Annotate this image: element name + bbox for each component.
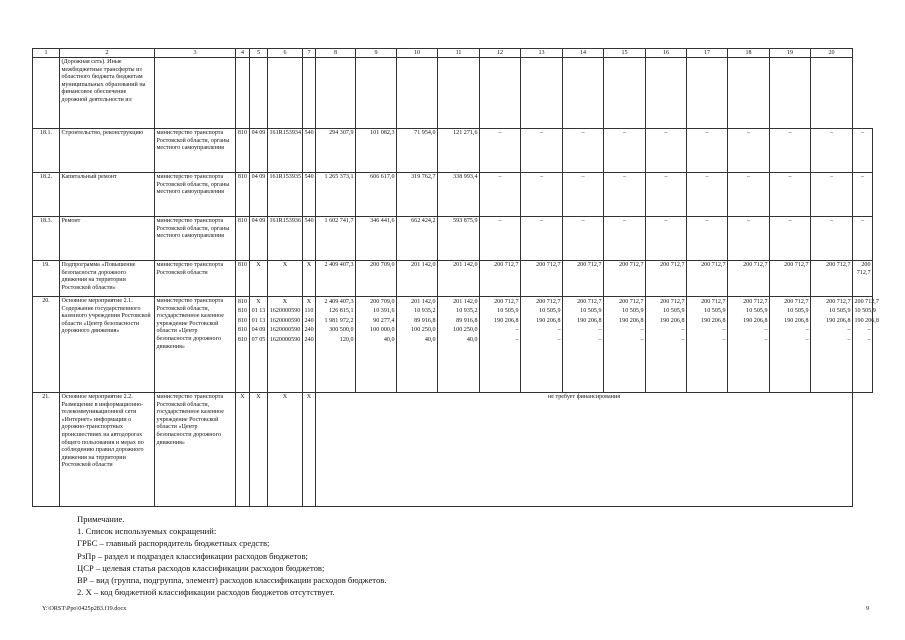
value-line: 10 391,6 (373, 308, 395, 315)
rzpr-cell: X (250, 393, 268, 507)
value-cell: – (521, 129, 563, 173)
value-line: – (805, 327, 809, 334)
value-line: 10 935,2 (414, 308, 436, 315)
value-line: 190 206,8 (494, 317, 519, 324)
value-cell: – (563, 129, 604, 173)
value-cell: – (770, 217, 811, 261)
vr-line: 240 (304, 336, 314, 343)
csr-cell: X (268, 393, 303, 507)
grbs-line: 810 (237, 317, 248, 324)
row-number: 18.3. (33, 217, 60, 261)
csr-line: 1620000590 (269, 308, 301, 315)
header-cell: 12 (480, 49, 521, 58)
value-cell (521, 297, 563, 393)
rzpr-cell: 04 09 (250, 173, 268, 217)
value-cell: – (811, 173, 853, 217)
total-cell: 294 307,9 (316, 129, 356, 173)
row-number: 20. (33, 297, 60, 393)
vr-cell: X (303, 261, 316, 297)
value-line: 200 712,7 (784, 299, 809, 305)
csr-line: 1620000590 (269, 327, 301, 334)
value-cell: 71 954,0 (397, 129, 438, 173)
value-cell: 200 712,7 (811, 261, 853, 297)
note-line: РзПр – раздел и подраздел классификации расходов бюджетов; (77, 550, 308, 561)
row-number: 18.2. (33, 173, 60, 217)
value-cell: – (521, 173, 563, 217)
value-line: 10 505,9 (663, 308, 685, 315)
value-cell: – (646, 173, 687, 217)
value-line: – (598, 336, 602, 343)
header-cell: 1 (33, 49, 60, 58)
value-line: – (764, 327, 768, 334)
value-cell: – (770, 129, 811, 173)
table-row (33, 129, 873, 173)
value-line: – (722, 336, 726, 343)
value-line: 40,0 (383, 336, 395, 343)
value-cell: 200 712,7 (687, 261, 728, 297)
value-cell: – (646, 217, 687, 261)
value-cell: 606 617,0 (356, 173, 397, 217)
row-name: Основное мероприятие 2.2. Размещение в информационно-телекоммуникационной сети «Интернет» информации о дорожно-транспортных происшествиях на автодорогах общего пользования и мерах по соблюдению правил дорожного движения на территории Ростовской области (60, 393, 155, 507)
grbs-line: 810 (237, 336, 248, 343)
csr-line: 1620000590 (269, 336, 301, 343)
header-cell: 8 (316, 49, 356, 58)
value-line: 190 206,8 (536, 317, 561, 324)
total-line: 2 409 407,3 (324, 299, 354, 305)
csr-line: 1620000590 (269, 317, 301, 324)
header-cell: 18 (728, 49, 770, 58)
value-cell: – (480, 217, 521, 261)
value-cell: 200 712,7 (853, 261, 873, 297)
rzpr-line: 04 09 (251, 327, 266, 334)
value-line: – (640, 327, 644, 334)
value-line: 200 712,7 (660, 299, 685, 305)
value-line: – (764, 336, 768, 343)
vr-cell: 540 (303, 129, 316, 173)
value-line: 10 505,9 (704, 308, 726, 315)
value-cell (604, 297, 646, 393)
value-cell: – (687, 217, 728, 261)
table-row (33, 58, 873, 129)
note-line: 1. Список используемых сокращений: (77, 526, 217, 537)
rzpr-line: 01 13 (251, 308, 266, 315)
value-cell (438, 297, 480, 393)
value-line: 190 206,8 (577, 317, 602, 324)
vr-line: 240 (304, 317, 314, 324)
row-executor: министерство транспорта Ростовской области, органы местного самоуправления (155, 129, 236, 173)
value-line: 10 505,9 (746, 308, 768, 315)
header-cell: 15 (604, 49, 646, 58)
row-name: Ремонт (60, 217, 155, 261)
budget-table (32, 48, 879, 507)
value-cell: – (853, 217, 873, 261)
value-line: – (722, 327, 726, 334)
rzpr-cell (250, 297, 268, 393)
grbs-line: 810 (237, 308, 248, 315)
value-line: 190 206,8 (701, 317, 726, 324)
notes-title: Примечание. (77, 514, 125, 524)
value-cell: – (480, 173, 521, 217)
value-line: 200 712,7 (536, 299, 561, 305)
grbs-cell (236, 297, 250, 393)
vr-cell: 540 (303, 217, 316, 261)
value-cell: 200 712,7 (770, 261, 811, 297)
value-cell (770, 297, 811, 393)
value-line: 10 505,9 (539, 308, 561, 315)
value-line: 10 505,9 (829, 308, 851, 315)
rzpr-cell: X (250, 261, 268, 297)
total-cell: 1 602 741,7 (316, 217, 356, 261)
value-line: 200 712,7 (743, 299, 768, 305)
value-line: 190 206,8 (826, 317, 851, 324)
total-line: 120,0 (339, 336, 354, 343)
value-cell: – (646, 129, 687, 173)
value-cell (728, 297, 770, 393)
value-line: – (681, 327, 685, 334)
csr-cell: 161R153936 (268, 217, 303, 261)
row-name: Основное мероприятие 2.1. Содержание государственного казенного учреждения Ростовской области «Центр безопасности дорожного движения» (60, 297, 155, 393)
value-line: 10 505,9 (580, 308, 602, 315)
value-line: – (557, 336, 561, 343)
value-cell: – (480, 129, 521, 173)
csr-cell: X (268, 261, 303, 297)
value-cell: 200 712,7 (604, 261, 646, 297)
row-name: (Дорожная сеть). Иные межбюджетные трансферты из областного бюджета бюджетам муниципальных образований на финансовое обеспечение дорожной деятельности из: (60, 58, 155, 129)
value-line: – (598, 327, 602, 334)
vr-line: 240 (304, 327, 314, 334)
grbs-cell: 810 (236, 173, 250, 217)
value-cell: – (563, 173, 604, 217)
vr-cell: X (303, 393, 316, 507)
header-cell: 17 (687, 49, 728, 58)
table-row (33, 217, 873, 261)
rzpr-cell: 04 09 (250, 217, 268, 261)
header-cell: 9 (356, 49, 397, 58)
value-cell: 200 712,7 (646, 261, 687, 297)
table-row (33, 393, 873, 507)
page-number: 9 (866, 605, 870, 612)
table-row (33, 261, 873, 297)
value-line: – (557, 327, 561, 334)
value-cell: 200 712,7 (563, 261, 604, 297)
value-line: – (681, 336, 685, 343)
value-line: 100 250,0 (411, 327, 436, 334)
value-cell: 593 875,9 (438, 217, 480, 261)
value-line: – (847, 336, 851, 343)
value-cell: – (853, 129, 873, 173)
value-line: 190 206,8 (619, 317, 644, 324)
value-line: 200 712,7 (854, 299, 879, 305)
value-cell: – (687, 173, 728, 217)
value-cell (563, 297, 604, 393)
row-name: Капитальный ремонт (60, 173, 155, 217)
value-cell: 121 271,6 (438, 129, 480, 173)
value-line: 10 505,9 (854, 308, 876, 315)
header-cell: 5 (250, 49, 268, 58)
header-cell: 4 (236, 49, 250, 58)
header-cell: 11 (438, 49, 480, 58)
value-cell: – (563, 217, 604, 261)
value-cell: 201 142,0 (397, 261, 438, 297)
value-cell (646, 297, 687, 393)
value-line: 89 916,8 (414, 317, 436, 324)
total-cell (316, 297, 356, 393)
value-cell: – (728, 217, 770, 261)
vr-cell (303, 297, 316, 393)
row-executor: министерство транспорта Ростовской области, органы местного самоуправления (155, 173, 236, 217)
value-cell (397, 297, 438, 393)
header-cell: 10 (397, 49, 438, 58)
value-cell (811, 297, 853, 393)
value-line: – (847, 327, 851, 334)
table-row (33, 297, 873, 393)
value-cell: – (728, 173, 770, 217)
value-cell: 101 082,3 (356, 129, 397, 173)
row-name: Строительство, реконструкцию (60, 129, 155, 173)
value-line: 200 712,7 (619, 299, 644, 305)
value-line: 10 505,9 (497, 308, 519, 315)
value-cell: 662 424,2 (397, 217, 438, 261)
note-line: ВР – вид (группа, подгруппа, элемент) расходов классификации расходов бюджетов. (77, 575, 387, 586)
grbs-cell: 810 (236, 129, 250, 173)
header-cell: 19 (770, 49, 811, 58)
total-cell: 1 265 373,1 (316, 173, 356, 217)
row-executor: министерство транспорта Ростовской области, государственное казенное учреждение Ростовской области «Центр безопасности дорожного движения» (155, 393, 236, 507)
csr-cell: 161R153934 (268, 129, 303, 173)
row-executor: министерство транспорта Ростовской области, органы местного самоуправления (155, 217, 236, 261)
row-executor: министерство транспорта Ростовской области, государственное казенное учреждение Ростовской области «Центр безопасности дорожного движения» (155, 297, 236, 393)
csr-cell: 161R153935 (268, 173, 303, 217)
value-line: 190 206,8 (854, 317, 879, 324)
grbs-line: 810 (237, 299, 248, 305)
header-cell: 6 (268, 49, 303, 58)
header-row (33, 49, 873, 58)
value-cell (687, 297, 728, 393)
value-line: 100 250,0 (453, 327, 478, 334)
note-line: 2. Х – код бюджетной классификации расходов бюджетов отсутствует. (77, 587, 335, 598)
value-line: 201 142,0 (453, 299, 478, 305)
document-path: Y:\ORST\Ppo\0425p283.f19.docx (42, 605, 127, 612)
header-cell: 7 (303, 49, 316, 58)
rzpr-line: 01 13 (251, 317, 266, 324)
header-cell: 14 (563, 49, 604, 58)
grbs-cell: 810 (236, 261, 250, 297)
value-cell: 200 712,7 (480, 261, 521, 297)
budget-table-wrap (32, 48, 879, 507)
row-number: 21. (33, 393, 60, 507)
rzpr-cell: 04 09 (250, 129, 268, 173)
no-financing-note: не требует финансирования (316, 393, 853, 507)
value-cell: – (853, 173, 873, 217)
total-cell: 2 409 407,3 (316, 261, 356, 297)
value-line: 40,0 (424, 336, 436, 343)
row-number: 19. (33, 261, 60, 297)
value-cell: 319 762,7 (397, 173, 438, 217)
value-line: 100 000,0 (370, 327, 395, 334)
value-cell: 200 709,0 (356, 261, 397, 297)
vr-line: 110 (304, 308, 314, 315)
value-cell: – (604, 129, 646, 173)
note-line: ЦСР – целевая статья расходов классификации расходов бюджетов; (77, 562, 325, 573)
row-name: Подпрограмма «Повышение безопасности дорожного движения на территории Ростовской области» (60, 261, 155, 297)
value-cell: 201 142,0 (438, 261, 480, 297)
value-line: – (867, 336, 871, 343)
rzpr-line: 07 05 (251, 336, 266, 343)
header-cell: 3 (155, 49, 236, 58)
csr-cell (268, 297, 303, 393)
grbs-line: 810 (237, 327, 248, 334)
value-line: 200 712,7 (494, 299, 519, 305)
note-line: ГРБС – главный распорядитель бюджетных средств; (77, 538, 270, 549)
header-cell: 16 (646, 49, 687, 58)
total-line: 300 500,0 (329, 327, 354, 334)
value-cell: – (811, 129, 853, 173)
value-line: 190 206,8 (660, 317, 685, 324)
vr-cell: 540 (303, 173, 316, 217)
notes-block (77, 513, 837, 598)
value-cell: 200 712,7 (521, 261, 563, 297)
value-line: 200 712,7 (577, 299, 602, 305)
grbs-cell: X (236, 393, 250, 507)
value-line: 190 206,8 (784, 317, 809, 324)
value-line: 190 206,8 (743, 317, 768, 324)
row-number (33, 58, 60, 129)
value-cell (356, 297, 397, 393)
row-number: 18.1. (33, 129, 60, 173)
value-cell (480, 297, 521, 393)
value-line: – (867, 327, 871, 334)
header-cell: 13 (521, 49, 563, 58)
value-line: 10 935,2 (456, 308, 478, 315)
value-cell: – (604, 217, 646, 261)
value-line: – (515, 336, 519, 343)
value-cell: – (728, 129, 770, 173)
value-cell: 338 993,4 (438, 173, 480, 217)
value-cell: – (604, 173, 646, 217)
header-cell: 2 (60, 49, 155, 58)
row-executor (155, 58, 236, 129)
value-line: 200 709,0 (370, 299, 395, 305)
value-line: – (805, 336, 809, 343)
value-line: 10 505,9 (787, 308, 809, 315)
value-line: 201 142,0 (411, 299, 436, 305)
value-cell: 346 441,6 (356, 217, 397, 261)
value-cell: – (687, 129, 728, 173)
rzpr-line: X (256, 299, 261, 305)
total-line: 126 815,1 (329, 308, 354, 315)
table-row (33, 173, 873, 217)
value-line: 200 712,7 (826, 299, 851, 305)
grbs-cell: 810 (236, 217, 250, 261)
vr-line: X (306, 299, 312, 305)
csr-line: X (282, 299, 288, 305)
row-executor: министерство транспорта Ростовской области (155, 261, 236, 297)
value-cell: – (770, 173, 811, 217)
value-line: 90 277,4 (373, 317, 395, 324)
value-cell: – (811, 217, 853, 261)
value-line: 200 712,7 (701, 299, 726, 305)
total-line: 1 981 972,2 (324, 317, 354, 324)
value-line: 40,0 (466, 336, 478, 343)
value-line: – (640, 336, 644, 343)
value-cell: – (521, 217, 563, 261)
value-line: 89 916,8 (456, 317, 478, 324)
value-line: – (515, 327, 519, 334)
value-cell (853, 297, 879, 393)
value-line: 10 505,9 (622, 308, 644, 315)
header-cell: 20 (811, 49, 853, 58)
value-cell: 200 712,7 (728, 261, 770, 297)
